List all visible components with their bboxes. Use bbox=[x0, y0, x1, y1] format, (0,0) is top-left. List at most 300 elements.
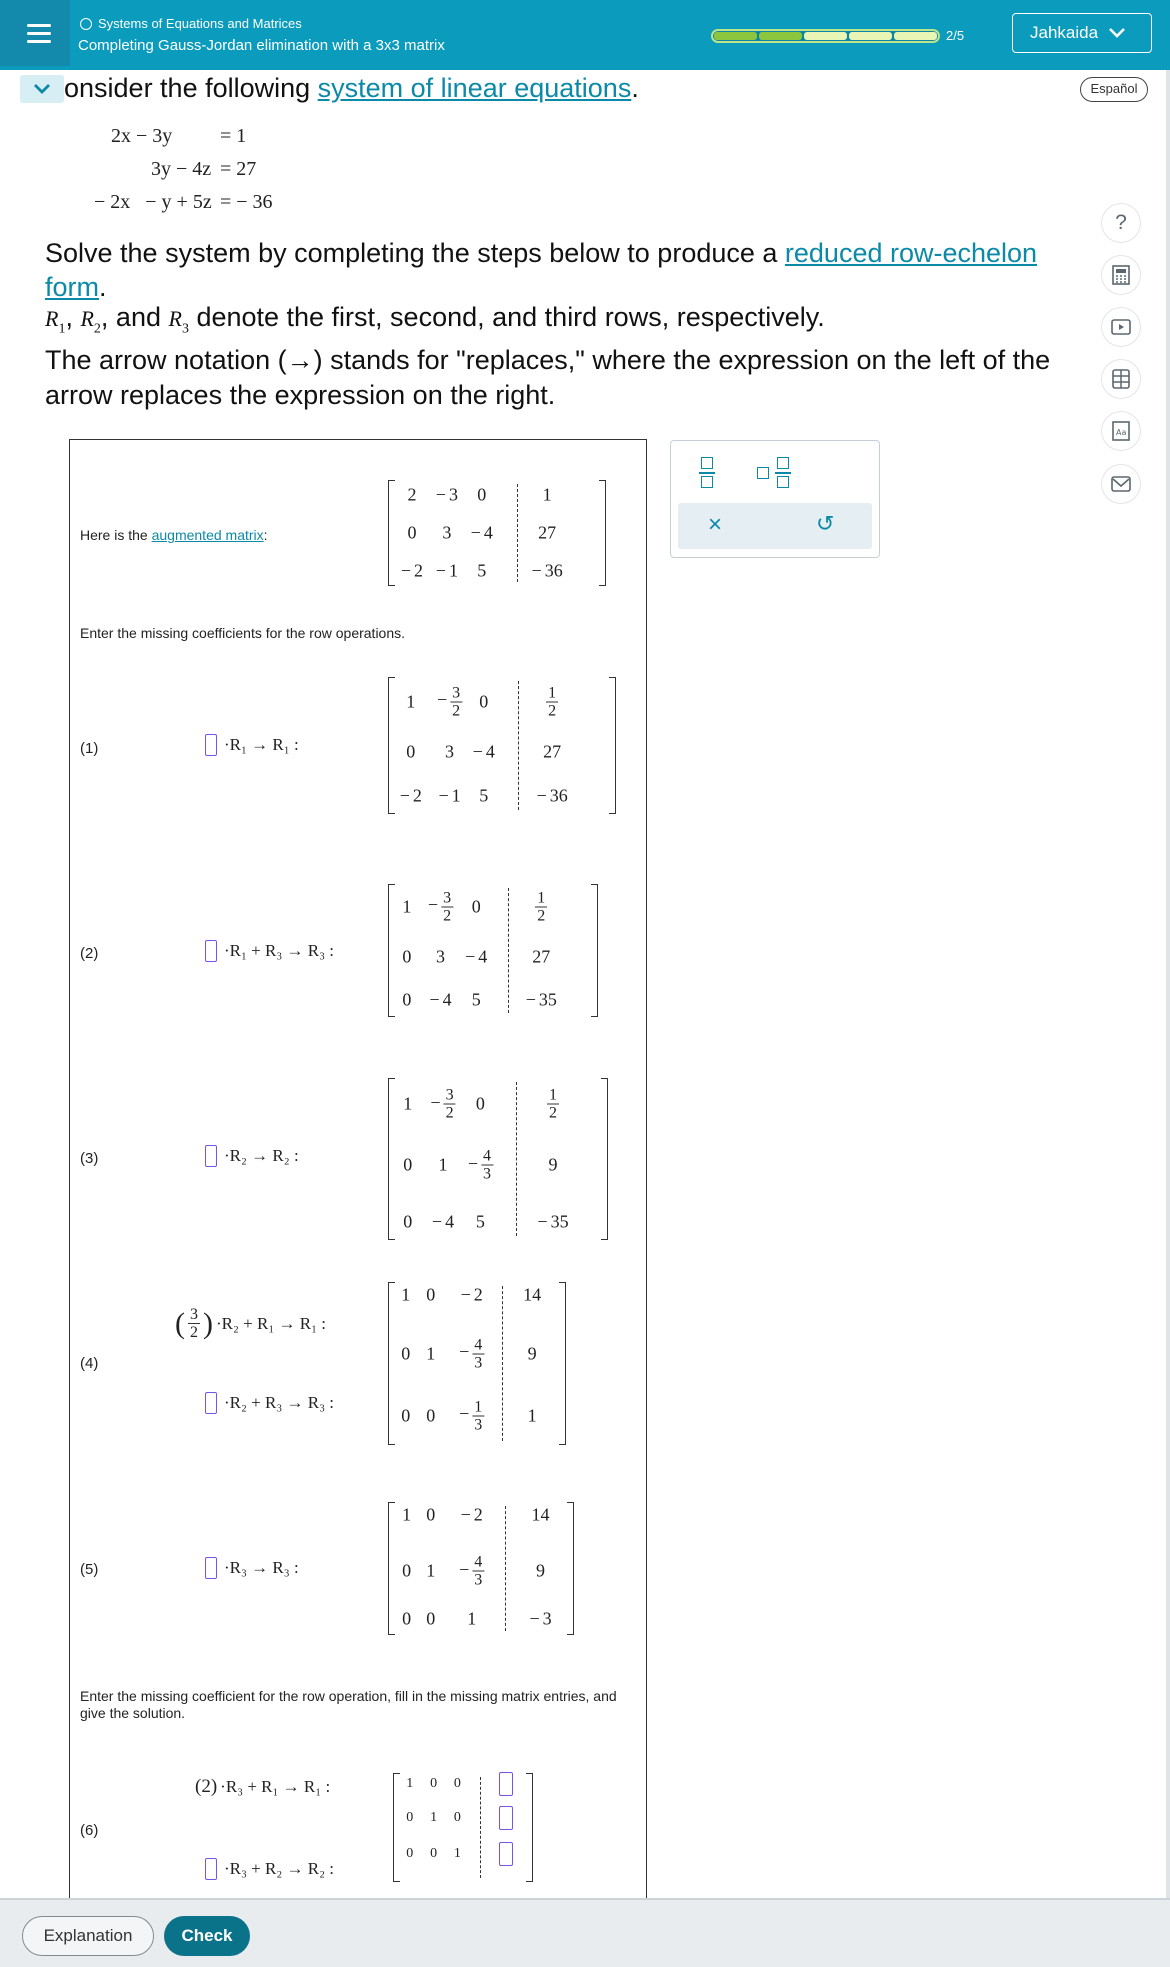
matrix-cell-r3-c3 bbox=[476, 1212, 485, 1233]
topic-line bbox=[80, 16, 302, 31]
matrix-cell-r3-c2 bbox=[430, 1846, 437, 1862]
progress-segment bbox=[804, 32, 847, 40]
menu-button[interactable] bbox=[0, 0, 70, 66]
denominator: 2 bbox=[537, 907, 546, 925]
answer-palette bbox=[670, 440, 880, 558]
top-bar bbox=[0, 0, 1170, 70]
step-6-matrix bbox=[393, 1773, 533, 1882]
matrix-cell-r1-c2 bbox=[430, 1086, 455, 1121]
numerator: 3 bbox=[452, 684, 461, 702]
fraction bbox=[535, 889, 547, 924]
matrix-cell-r3-c3 bbox=[479, 786, 488, 807]
step-4-operation-a: ( $\frac{3}{2}$ ) ·R₂ + R₁ → R₁ : bbox=[175, 1306, 327, 1341]
entry-value: 0 bbox=[430, 1775, 438, 1791]
denominator: 2 bbox=[548, 702, 557, 720]
numerator: 4 bbox=[474, 1553, 483, 1571]
right-bracket bbox=[601, 1078, 608, 1240]
equation-2: 3y − 4z bbox=[151, 158, 212, 180]
entry-value: 0 bbox=[401, 1343, 411, 1364]
reduced-row-echelon-form-link[interactable]: reduced row-echelon form bbox=[45, 238, 1038, 302]
topic-circle-icon bbox=[80, 18, 92, 30]
intro-text: onsider the following system of linear equations. bbox=[64, 73, 639, 103]
step-2-operation: ·R₁ + R₃ → R₃ : bbox=[205, 940, 334, 962]
matrix-cell-r2-c1 bbox=[407, 523, 416, 544]
matrix-cell-r1-c2 bbox=[436, 484, 458, 505]
matrix-cell-r3-c1 bbox=[403, 1212, 412, 1233]
minus-sign: − bbox=[536, 785, 547, 806]
minus-sign: − bbox=[459, 1559, 470, 1580]
progress-segment bbox=[714, 32, 757, 40]
minus-sign: − bbox=[436, 689, 448, 710]
augment-divider bbox=[516, 1082, 517, 1236]
entry-value: 0 bbox=[401, 1405, 411, 1426]
step-6-coefficient-input[interactable] bbox=[205, 1858, 217, 1880]
entry-value: 0 bbox=[471, 896, 481, 917]
step-1-coefficient-input[interactable] bbox=[205, 734, 217, 756]
entry-value: 1 bbox=[451, 785, 461, 806]
equation-3-rhs: = − 36 bbox=[220, 191, 273, 213]
message-icon[interactable] bbox=[1102, 465, 1140, 503]
denominator: 3 bbox=[474, 1416, 483, 1434]
entry-value: 0 bbox=[453, 1775, 461, 1791]
minus-sign: − bbox=[525, 989, 536, 1010]
fraction bbox=[546, 684, 558, 719]
right-bracket bbox=[599, 480, 606, 586]
entry-value: 2 bbox=[412, 785, 422, 806]
arrow-notation-text: The arrow notation (→) stands for "replaces," where the expression on the left of the arrow replaces the expression on the right. bbox=[45, 345, 1051, 410]
entry-value: 3 bbox=[542, 1608, 552, 1629]
entry-value: 1 bbox=[406, 691, 416, 712]
entry-value: 1 bbox=[406, 1775, 414, 1791]
entry-value: 14 bbox=[531, 1504, 550, 1525]
matrix-cell-r1-c1 bbox=[402, 1505, 411, 1526]
clear-button[interactable]: × bbox=[708, 511, 723, 538]
entry-value: 0 bbox=[407, 522, 417, 543]
matrix-cell-r2-c1 bbox=[402, 1561, 411, 1582]
entry-value: 4 bbox=[485, 741, 495, 762]
matrix-cell-r2-c4 bbox=[532, 947, 550, 968]
mixed-denominator-icon bbox=[777, 476, 789, 488]
entry-value: 27 bbox=[543, 741, 562, 762]
minus-sign: − bbox=[427, 894, 439, 915]
numerator: 4 bbox=[482, 1147, 491, 1165]
fraction bbox=[547, 1086, 559, 1121]
minus-sign: − bbox=[438, 785, 449, 806]
matrix-cell-r2-c4[interactable] bbox=[499, 1806, 513, 1830]
matrix-cell-r1-c4 bbox=[543, 484, 552, 505]
matrix-cell-r1-c3 bbox=[476, 1093, 485, 1114]
mixed-whole-icon bbox=[757, 467, 769, 479]
progress-segment bbox=[759, 32, 802, 40]
left-bracket bbox=[393, 1773, 400, 1882]
entry-value: 0 bbox=[430, 1845, 438, 1861]
progress-count: 2/5 bbox=[946, 28, 965, 43]
matrix-cell-r2-c2 bbox=[442, 523, 451, 544]
matrix-cell-r3-c2 bbox=[438, 786, 460, 807]
left-bracket bbox=[388, 1502, 395, 1635]
matrix-cell-r3-c2 bbox=[436, 561, 458, 582]
progress-segment bbox=[849, 32, 892, 40]
entry-value: 1 bbox=[403, 1093, 413, 1114]
minus-sign: − bbox=[400, 560, 412, 581]
equation-1-rhs: = 1 bbox=[220, 125, 247, 147]
step-4-coefficient: ( bbox=[175, 1306, 185, 1340]
denominator: 2 bbox=[445, 1104, 454, 1122]
data-table-icon[interactable] bbox=[1102, 360, 1140, 398]
entry-value: 4 bbox=[442, 989, 452, 1010]
matrix-cell-r1-c2 bbox=[430, 1776, 437, 1792]
step-2-matrix bbox=[388, 884, 598, 1017]
matrix-cell-r3-c1 bbox=[406, 1846, 413, 1862]
matrix-cell-r2-c1 bbox=[406, 742, 415, 763]
minus-sign: − bbox=[430, 1092, 441, 1113]
denominator: 3 bbox=[474, 1354, 483, 1372]
right-bracket bbox=[609, 677, 616, 814]
step-3-label: (3) bbox=[80, 1150, 99, 1167]
numerator: 1 bbox=[474, 1398, 483, 1416]
fraction-bar-icon bbox=[699, 472, 715, 474]
step-4-coefficient-fraction: $\frac{3}{2}$ bbox=[190, 1306, 198, 1341]
right-bracket bbox=[526, 1773, 533, 1882]
entry-value: 0 bbox=[426, 1284, 436, 1305]
system-of-linear-equations-link[interactable]: system of linear equations bbox=[317, 73, 632, 103]
matrix-cell-r3-c1 bbox=[402, 1609, 411, 1630]
entry-value: 9 bbox=[527, 1343, 537, 1364]
step-5-coefficient-input[interactable] bbox=[205, 1557, 217, 1579]
step-1-operation: ·R₁ → R₁ : bbox=[205, 734, 299, 756]
entry-value: 2 bbox=[473, 1284, 483, 1305]
augmented-matrix-label: Here is the augmented matrix: bbox=[80, 527, 268, 543]
matrix-cell-r1-c2 bbox=[426, 1505, 435, 1526]
matrix-cell-r1-c1 bbox=[407, 484, 416, 505]
fraction bbox=[472, 1554, 484, 1589]
entry-value: 35 bbox=[538, 989, 557, 1010]
matrix-cell-r2-c1 bbox=[406, 1810, 413, 1826]
row-notation-text: $R_1$, $R_2$, and $R_3$ denote the first, second, and third rows, respectively. bbox=[45, 302, 825, 337]
step-1-label: (1) bbox=[80, 740, 99, 757]
matrix-cell-r2-c1 bbox=[402, 947, 411, 968]
matrix-cell-r2-c2 bbox=[430, 1810, 437, 1826]
numerator: 1 bbox=[548, 684, 557, 702]
minus-sign: − bbox=[470, 522, 481, 543]
video-icon[interactable] bbox=[1102, 308, 1140, 346]
step-4-matrix bbox=[388, 1282, 566, 1445]
fraction bbox=[481, 1148, 493, 1183]
entry-value: 2 bbox=[414, 560, 424, 581]
footer-bar bbox=[0, 1898, 1170, 1967]
matrix-cell-r3-c4 bbox=[537, 786, 568, 807]
step-4-coefficient-input[interactable] bbox=[205, 1392, 217, 1414]
matrix-cell-r3-c2 bbox=[426, 1405, 435, 1426]
final-instruction: Enter the missing coefficient for the row operation, fill in the missing matrix entries, and give the solution. bbox=[80, 1688, 617, 1721]
matrix-cell-r1-c4 bbox=[546, 684, 558, 719]
matrix-cell-r2-c3 bbox=[459, 1336, 484, 1371]
step-3-coefficient-input[interactable] bbox=[205, 1145, 217, 1167]
matrix-cell-r2-c4 bbox=[549, 1155, 558, 1176]
matrix-cell-r3-c3 bbox=[477, 561, 486, 582]
language-button[interactable]: Español bbox=[1080, 77, 1148, 102]
step-5-label: (5) bbox=[80, 1561, 99, 1578]
step-6-operation-b: ·R₃ + R₂ → R₂ : bbox=[205, 1858, 334, 1880]
fraction bbox=[472, 1336, 484, 1371]
matrix-cell-r2-c2 bbox=[436, 947, 445, 968]
matrix-cell-r1-c2 bbox=[437, 684, 462, 719]
matrix-cell-r2-c3 bbox=[473, 742, 495, 763]
minus-sign: − bbox=[537, 1211, 548, 1232]
numerator: 3 bbox=[443, 889, 452, 907]
entry-value: 1 bbox=[448, 560, 458, 581]
fraction-template-button[interactable] bbox=[697, 455, 717, 489]
matrix-cell-r3-c3 bbox=[472, 989, 481, 1010]
minus-sign: − bbox=[459, 1403, 470, 1424]
step-4-coefficient-close: ) bbox=[203, 1306, 213, 1340]
calculator-icon[interactable] bbox=[1102, 256, 1140, 294]
left-bracket bbox=[388, 677, 395, 814]
hamburger-icon bbox=[27, 24, 51, 27]
hamburger-icon-bar bbox=[27, 32, 51, 35]
entry-value: 9 bbox=[548, 1154, 558, 1175]
augmented-matrix-link[interactable]: augmented matrix bbox=[151, 527, 264, 543]
entry-value: 1 bbox=[527, 1405, 537, 1426]
matrix-cell-r2-c2 bbox=[445, 742, 454, 763]
minus-sign: − bbox=[531, 560, 542, 581]
entry-value: 9 bbox=[536, 1560, 546, 1581]
entry-value: 1 bbox=[542, 484, 552, 505]
matrix-cell-r3-c4 bbox=[537, 1212, 568, 1233]
entry-value: 1 bbox=[467, 1608, 477, 1629]
minus-sign: − bbox=[431, 1211, 443, 1232]
solution-input[interactable] bbox=[499, 1806, 513, 1830]
undo-button[interactable]: ↺ bbox=[816, 511, 835, 536]
entry-value: 14 bbox=[523, 1284, 542, 1305]
matrix-cell-r1-c1 bbox=[403, 1093, 412, 1114]
right-bracket bbox=[567, 1502, 574, 1635]
step-6-label: (6) bbox=[80, 1822, 99, 1839]
matrix-cell-r2-c4 bbox=[528, 1343, 537, 1364]
matrix-cell-r1-c4 bbox=[535, 889, 547, 924]
entry-value: 0 bbox=[402, 1560, 412, 1581]
mixed-fraction-bar-icon bbox=[775, 472, 791, 474]
matrix-cell-r1-c3 bbox=[472, 896, 481, 917]
entry-value: 0 bbox=[402, 989, 412, 1010]
entry-value: 0 bbox=[479, 691, 489, 712]
matrix-cell-r3-c4 bbox=[529, 1609, 551, 1630]
minus-sign: − bbox=[435, 560, 446, 581]
step-3-matrix bbox=[388, 1078, 608, 1240]
matrix-cell-r1-c4 bbox=[547, 1086, 559, 1121]
user-menu-button[interactable] bbox=[1012, 13, 1152, 53]
entry-value: 5 bbox=[471, 989, 481, 1010]
fraction bbox=[472, 1398, 484, 1433]
entry-value: 0 bbox=[403, 1211, 413, 1232]
matrix-cell-r3-c1 bbox=[401, 1405, 410, 1426]
matrix-cell-r1-c4 bbox=[523, 1285, 541, 1306]
matrix-cell-r3-c1 bbox=[400, 786, 422, 807]
right-bracket bbox=[591, 884, 598, 1017]
topic-title: Systems of Equations and Matrices bbox=[98, 16, 302, 31]
matrix-cell-r1-c4[interactable] bbox=[499, 1772, 513, 1796]
entry-value: 4 bbox=[478, 946, 488, 967]
entry-value: 36 bbox=[549, 785, 568, 806]
entry-value: 0 bbox=[453, 1809, 461, 1825]
entry-value: 0 bbox=[406, 1809, 414, 1825]
left-bracket bbox=[388, 1282, 395, 1445]
step-5-operation: ·R₃ → R₃ : bbox=[205, 1557, 299, 1579]
matrix-cell-r1-c3 bbox=[479, 691, 488, 712]
matrix-cell-r2-c2 bbox=[426, 1561, 435, 1582]
matrix-cell-r3-c4 bbox=[532, 561, 563, 582]
equation-2-rhs: = 27 bbox=[220, 158, 257, 180]
entry-value: 1 bbox=[453, 1845, 461, 1861]
matrix-cell-r3-c1 bbox=[402, 989, 411, 1010]
check-button[interactable]: Check bbox=[164, 1916, 250, 1956]
entry-value: 35 bbox=[550, 1211, 569, 1232]
entry-value: 0 bbox=[406, 1845, 414, 1861]
entry-value: 0 bbox=[402, 946, 412, 967]
matrix-cell-r3-c2 bbox=[426, 1609, 435, 1630]
minus-sign: − bbox=[399, 785, 410, 806]
help-icon[interactable]: ? bbox=[1102, 204, 1140, 242]
entry-value: 1 bbox=[426, 1343, 436, 1364]
solution-input[interactable] bbox=[499, 1772, 513, 1796]
entry-value: 1 bbox=[430, 1809, 438, 1825]
entry-value: 2 bbox=[473, 1504, 483, 1525]
user-name: Jahkaida bbox=[1030, 23, 1099, 42]
solution-input[interactable] bbox=[499, 1842, 513, 1866]
matrix-cell-r2-c4 bbox=[538, 523, 556, 544]
minus-sign: − bbox=[429, 989, 440, 1010]
matrix-cell-r2-c4 bbox=[536, 1561, 545, 1582]
matrix-cell-r3-c4[interactable] bbox=[499, 1842, 513, 1866]
left-bracket bbox=[388, 884, 395, 1017]
matrix-cell-r1-c1 bbox=[402, 896, 411, 917]
augmented-matrix bbox=[388, 480, 606, 586]
collapse-button[interactable] bbox=[20, 75, 64, 103]
matrix-cell-r2-c2 bbox=[426, 1343, 435, 1364]
step-2-label: (2) bbox=[80, 945, 99, 962]
progress-segment bbox=[894, 32, 937, 40]
step-1-matrix bbox=[388, 677, 616, 814]
matrix-cell-r3-c3 bbox=[459, 1398, 484, 1433]
fraction-numerator-icon bbox=[701, 457, 713, 469]
hamburger-icon-bar bbox=[27, 40, 51, 43]
equation-3: − 2x − y + 5z bbox=[94, 191, 212, 213]
entry-value: 0 bbox=[475, 1093, 485, 1114]
matrix-cell-r1-c1 bbox=[401, 1285, 410, 1306]
minus-sign: − bbox=[459, 1341, 470, 1362]
entry-value: 4 bbox=[445, 1211, 455, 1232]
matrix-cell-r3-c2 bbox=[429, 989, 451, 1010]
entry-value: 0 bbox=[426, 1405, 436, 1426]
entry-value: 0 bbox=[477, 484, 487, 505]
fraction bbox=[441, 889, 453, 924]
numerator: 1 bbox=[537, 889, 546, 907]
matrix-cell-r3-c1 bbox=[401, 561, 423, 582]
minus-sign: − bbox=[529, 1608, 540, 1629]
entry-value: 27 bbox=[532, 946, 551, 967]
left-bracket bbox=[388, 1078, 395, 1240]
entry-value: 1 bbox=[426, 1560, 436, 1581]
entry-value: 27 bbox=[538, 522, 557, 543]
matrix-cell-r3-c2 bbox=[432, 1212, 454, 1233]
entry-value: 5 bbox=[475, 1211, 485, 1232]
entry-value: 1 bbox=[402, 1504, 412, 1525]
minus-sign: − bbox=[435, 484, 446, 505]
entry-value: 3 bbox=[445, 741, 455, 762]
entry-value: 3 bbox=[442, 522, 452, 543]
matrix-cell-r1-c1 bbox=[406, 691, 415, 712]
minus-sign: − bbox=[460, 1284, 471, 1305]
matrix-cell-r1-c3 bbox=[477, 484, 486, 505]
entry-value: 1 bbox=[402, 896, 412, 917]
matrix-cell-r3-c4 bbox=[526, 989, 557, 1010]
matrix-cell-r2-c3 bbox=[459, 1554, 484, 1589]
entry-value: 5 bbox=[477, 560, 487, 581]
augment-divider bbox=[502, 1286, 503, 1441]
matrix-cell-r1-c3 bbox=[461, 1505, 483, 1526]
entry-value: 36 bbox=[544, 560, 563, 581]
denominator: 2 bbox=[549, 1104, 557, 1122]
entry-value: 2 bbox=[407, 484, 417, 505]
matrix-cell-r2-c3 bbox=[454, 1810, 461, 1826]
augment-divider bbox=[508, 888, 509, 1013]
numerator: 3 bbox=[445, 1086, 454, 1104]
matrix-cell-r3-c4 bbox=[528, 1405, 537, 1426]
minus-sign: − bbox=[460, 1504, 471, 1525]
numerator: 1 bbox=[549, 1086, 557, 1104]
augment-divider bbox=[518, 681, 519, 810]
matrix-cell-r2-c4 bbox=[543, 742, 561, 763]
mixed-numerator-icon bbox=[777, 457, 789, 469]
fraction-denominator-icon bbox=[701, 476, 713, 488]
matrix-cell-r1-c2 bbox=[428, 889, 453, 924]
denominator: 3 bbox=[474, 1571, 483, 1589]
step-2-coefficient-input[interactable] bbox=[205, 940, 217, 962]
mixed-number-template-button[interactable] bbox=[757, 455, 795, 489]
chevron-down-icon bbox=[33, 83, 51, 95]
step-4-label: (4) bbox=[80, 1355, 99, 1372]
entry-value: 1 bbox=[438, 1154, 448, 1175]
right-scroll-edge bbox=[1166, 70, 1170, 1898]
matrix-cell-r1-c1 bbox=[406, 1776, 413, 1792]
palette-actions bbox=[678, 503, 872, 549]
progress-bar bbox=[711, 29, 940, 43]
matrix-cell-r2-c2 bbox=[439, 1155, 448, 1176]
minus-sign: − bbox=[467, 1153, 478, 1174]
step-4-operation-b: ·R₂ + R₃ → R₃ : bbox=[205, 1392, 334, 1414]
entry-value: 0 bbox=[426, 1504, 436, 1525]
entry-value: 3 bbox=[436, 946, 445, 967]
right-bracket bbox=[559, 1282, 566, 1445]
matrix-cell-r2-c3 bbox=[468, 1148, 493, 1183]
step-6-operation-a: (2) ·R₃ + R₁ → R₁ : bbox=[195, 1776, 331, 1797]
matrix-cell-r2-c3 bbox=[465, 947, 487, 968]
entry-value: 1 bbox=[401, 1284, 411, 1305]
explanation-button[interactable]: Explanation bbox=[22, 1916, 154, 1956]
minus-sign: − bbox=[465, 946, 476, 967]
matrix-cell-r2-c3 bbox=[471, 523, 493, 544]
matrix-cell-r2-c1 bbox=[403, 1155, 412, 1176]
matrix-cell-r1-c2 bbox=[426, 1285, 435, 1306]
text-size-icon[interactable] bbox=[1102, 412, 1140, 450]
entry-value: 5 bbox=[479, 785, 489, 806]
denominator: 2 bbox=[443, 907, 452, 925]
entry-value: 0 bbox=[402, 1608, 412, 1629]
matrix-cell-r2-c1 bbox=[401, 1343, 410, 1364]
fraction bbox=[450, 684, 462, 719]
matrix-cell-r3-c3 bbox=[454, 1846, 461, 1862]
chevron-down-icon bbox=[1108, 27, 1126, 39]
